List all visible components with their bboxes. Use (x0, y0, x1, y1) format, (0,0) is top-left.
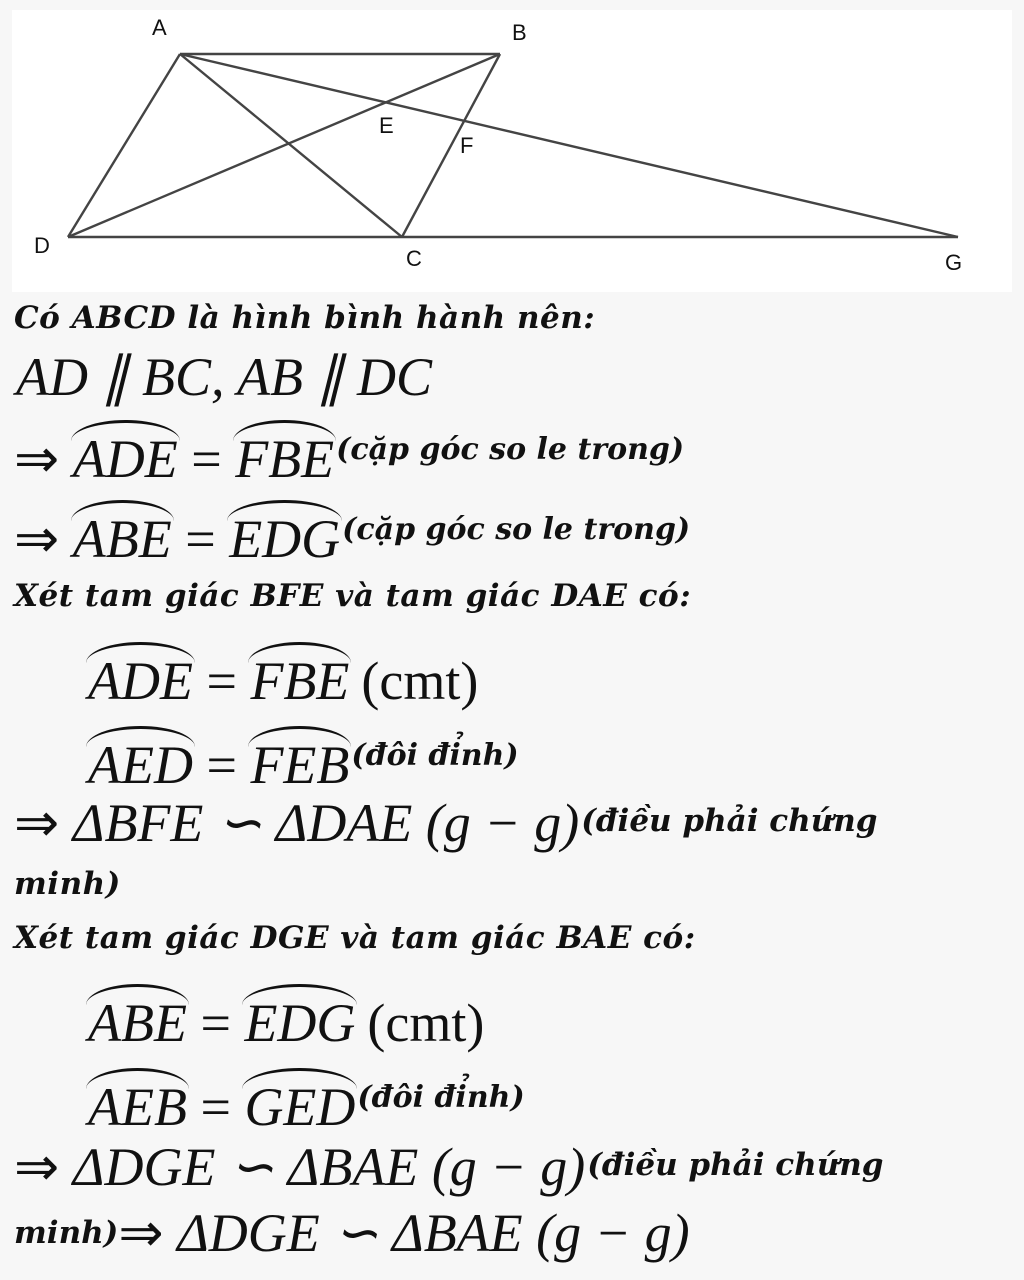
label-b: B (512, 20, 527, 45)
line-consider-bfe-dae: Xét tam giác BFE và tam giác DAE có: (14, 578, 692, 614)
diagonal-ac (180, 54, 402, 237)
line-similar-bfe-dae: ⇒ ΔBFE ∽ ΔDAE (g − g)(điều phải chứng (14, 793, 878, 853)
note-cmt-2: (cmt) (367, 993, 485, 1053)
label-f: F (460, 133, 474, 158)
diagonal-bd (68, 54, 500, 237)
angle-edg: EDG (244, 993, 356, 1053)
segment-ag (180, 54, 958, 237)
implies-symbol: ⇒ (14, 429, 73, 489)
angle-fbe: FBE (235, 429, 335, 489)
line-similar-dge-bae: ⇒ ΔDGE ∽ ΔBAE (g − g)(điều phải chứng (14, 1137, 884, 1197)
line-consider-dge-bae: Xét tam giác DGE và tam giác BAE có: (14, 920, 696, 956)
line-angle-aeb-ged: AEB = GED$^{(đôi đỉnh)}$ (88, 1077, 525, 1137)
line-angle-equality-1: ⇒ ADE = FBE$^{(cặp góc so le trong)}$ (14, 429, 685, 489)
note-qed-1: (điều phải chứng (581, 803, 878, 839)
note-alternate-angles-2: (cặp góc so le trong) (342, 512, 691, 547)
angle-ade: ADE (72, 429, 178, 489)
label-d: D (34, 233, 50, 258)
similarity-dge-bae: ΔDGE ∽ ΔBAE (g − g) (72, 1137, 586, 1197)
angle-fbe: FBE (250, 651, 350, 711)
line-parallelogram-statement: Có ABCD là hình bình hành nên: (14, 300, 596, 336)
line-angle-aed-feb: AED = FEB$^{(đôi đỉnh)}$ (88, 735, 519, 795)
angle-aed: AED (88, 735, 193, 795)
line-qed-end-2: minh) (14, 1215, 119, 1251)
similarity-bfe-dae: ΔBFE ∽ ΔDAE (g − g) (72, 793, 580, 853)
label-g: G (945, 250, 963, 275)
angle-feb: FEB (250, 735, 350, 795)
label-e: E (379, 113, 394, 138)
segment-da (68, 54, 180, 237)
angle-abe: ABE (72, 509, 172, 569)
line-angle-abe-edg-cmt: ABE = EDG (cmt) (88, 993, 485, 1053)
note-vertical-angles-2: (đôi đỉnh) (357, 1080, 525, 1115)
angle-ged: GED (244, 1077, 356, 1137)
angle-aeb: AEB (88, 1077, 187, 1137)
similarity-dge-bae-final: ΔDGE ∽ ΔBAE (g − g) (177, 1203, 690, 1263)
note-qed-2: (điều phải chứng (587, 1147, 884, 1183)
note-vertical-angles-1: (đôi đỉnh) (351, 738, 519, 773)
label-c: C (406, 246, 422, 271)
geometry-figure (12, 10, 1012, 292)
implies-symbol: ⇒ (14, 509, 73, 569)
line-parallel-sides: AD ∥ BC, AB ∥ DC (16, 347, 432, 407)
line-angle-equality-2: ⇒ ABE = EDG$^{(cặp góc so le trong)}$ (14, 509, 691, 569)
angle-edg: EDG (229, 509, 341, 569)
line-qed-end-1: minh) (14, 866, 121, 902)
note-cmt-1: (cmt) (361, 651, 479, 711)
note-alternate-angles-1: (cặp góc so le trong) (336, 432, 685, 467)
parallelogram-diagram (12, 10, 1012, 292)
line-final-conclusion: minh)⇒ ΔDGE ∽ ΔBAE (g − g) (14, 1203, 690, 1263)
angle-abe: ABE (88, 993, 187, 1053)
segment-bc (402, 54, 500, 237)
angle-ade: ADE (88, 651, 193, 711)
label-a: A (152, 15, 167, 40)
line-angle-ade-fbe-cmt: ADE = FBE (cmt) (88, 651, 479, 711)
